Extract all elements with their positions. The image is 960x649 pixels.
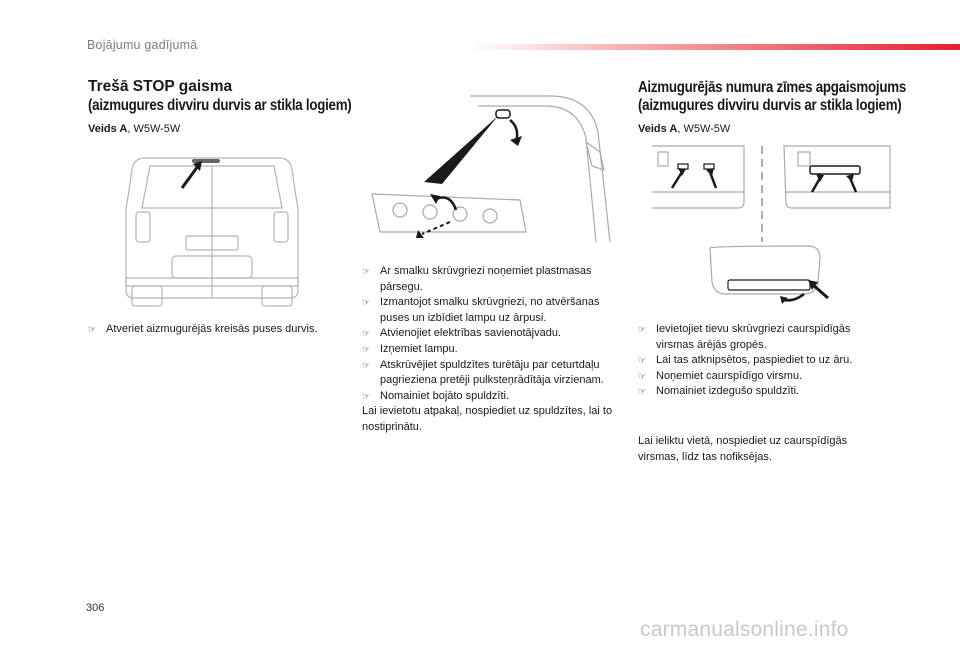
right-section-title: Aizmugurējās numura zīmes apgaismojums <box>638 79 906 96</box>
hand-pointer-icon: ☞ <box>638 386 647 397</box>
instruction-item: ☞ Nomainiet izdegušo spuldzīti. <box>638 384 888 400</box>
hand-pointer-icon: ☞ <box>638 370 647 381</box>
instruction-item: ☞ Ar smalku skrūvgriezi noņemiet plastmasas pārsegu. <box>362 265 592 293</box>
right-section-subtitle: (aizmugures divviru durvis ar stikla logiem) <box>638 97 902 114</box>
instruction-item: ☞ Ievietojiet tievu skrūvgriezi caurspīdīgās virsmas ārējās gropēs. <box>638 323 851 351</box>
instruction-item: ☞ Atskrūvējiet spuldzītes turētāju par ceturtdaļu pagrieziena pretēji pulksteņrādītāja virzienam. <box>362 358 604 387</box>
instruction-item: ☞ Nomainiet bojāto spuldzīti. <box>362 389 620 405</box>
left-variant-value: , W5W-5W <box>127 123 181 135</box>
right-note: Lai ieliktu vietā, nospiediet uz caurspīdīgās virsmas, līdz tas nofiksējas. <box>638 435 848 463</box>
hand-pointer-icon: ☞ <box>362 266 371 276</box>
hand-pointer-icon: ☞ <box>638 324 647 334</box>
van-rear-illustration <box>114 150 310 310</box>
hand-pointer-icon: ☞ <box>362 359 371 370</box>
left-section-title: Trešā STOP gaisma <box>88 78 233 95</box>
hand-pointer-icon: ☞ <box>638 355 647 366</box>
instruction-item: ☞ Noņemiet caurspīdīgo virsmu. <box>638 369 888 385</box>
hand-pointer-icon: ☞ <box>362 343 371 354</box>
left-variant <box>88 123 180 135</box>
header-title: Bojājumu gadījumā <box>87 38 198 52</box>
right-variant-label: Veids A <box>638 123 678 135</box>
right-instructions <box>638 322 888 400</box>
left-section-subtitle: (aizmugures divviru durvis ar stikla logiem) <box>88 97 352 114</box>
middle-instructions <box>362 264 620 436</box>
header-accent-bar <box>470 44 960 50</box>
middle-note: Lai ievietotu atpakaļ, nospiediet uz spuldzītes, lai to nostiprinātu. <box>362 405 613 433</box>
hand-pointer-icon: ☞ <box>88 324 97 334</box>
left-instructions <box>88 322 328 338</box>
hand-pointer-icon: ☞ <box>362 297 371 308</box>
instruction-item: ☞ Atveriet aizmugurējās kreisās puses durvis. <box>88 322 328 338</box>
hand-pointer-icon: ☞ <box>362 328 371 339</box>
hand-pointer-icon: ☞ <box>362 390 371 401</box>
instruction-item: ☞ Izmantojot smalku skrūvgriezi, no atvēršanas puses un izbīdiet lampu uz ārpusi. <box>362 296 600 324</box>
page-number: 306 <box>86 602 105 614</box>
right-variant-value: , W5W-5W <box>677 123 731 135</box>
brake-light-removal-illustration <box>360 82 620 252</box>
left-variant-label: Veids A <box>88 123 128 135</box>
instruction-item: ☞ Lai tas atknipsētos, paspiediet to uz āru. <box>638 353 888 369</box>
watermark: carmanualsonline.info <box>640 618 849 641</box>
plate-light-removal-illustration <box>648 142 894 308</box>
right-variant <box>638 123 730 135</box>
instruction-item: ☞ Izņemiet lampu. <box>362 342 620 358</box>
instruction-item: ☞ Atvienojiet elektrības savienotājvadu. <box>362 326 620 342</box>
